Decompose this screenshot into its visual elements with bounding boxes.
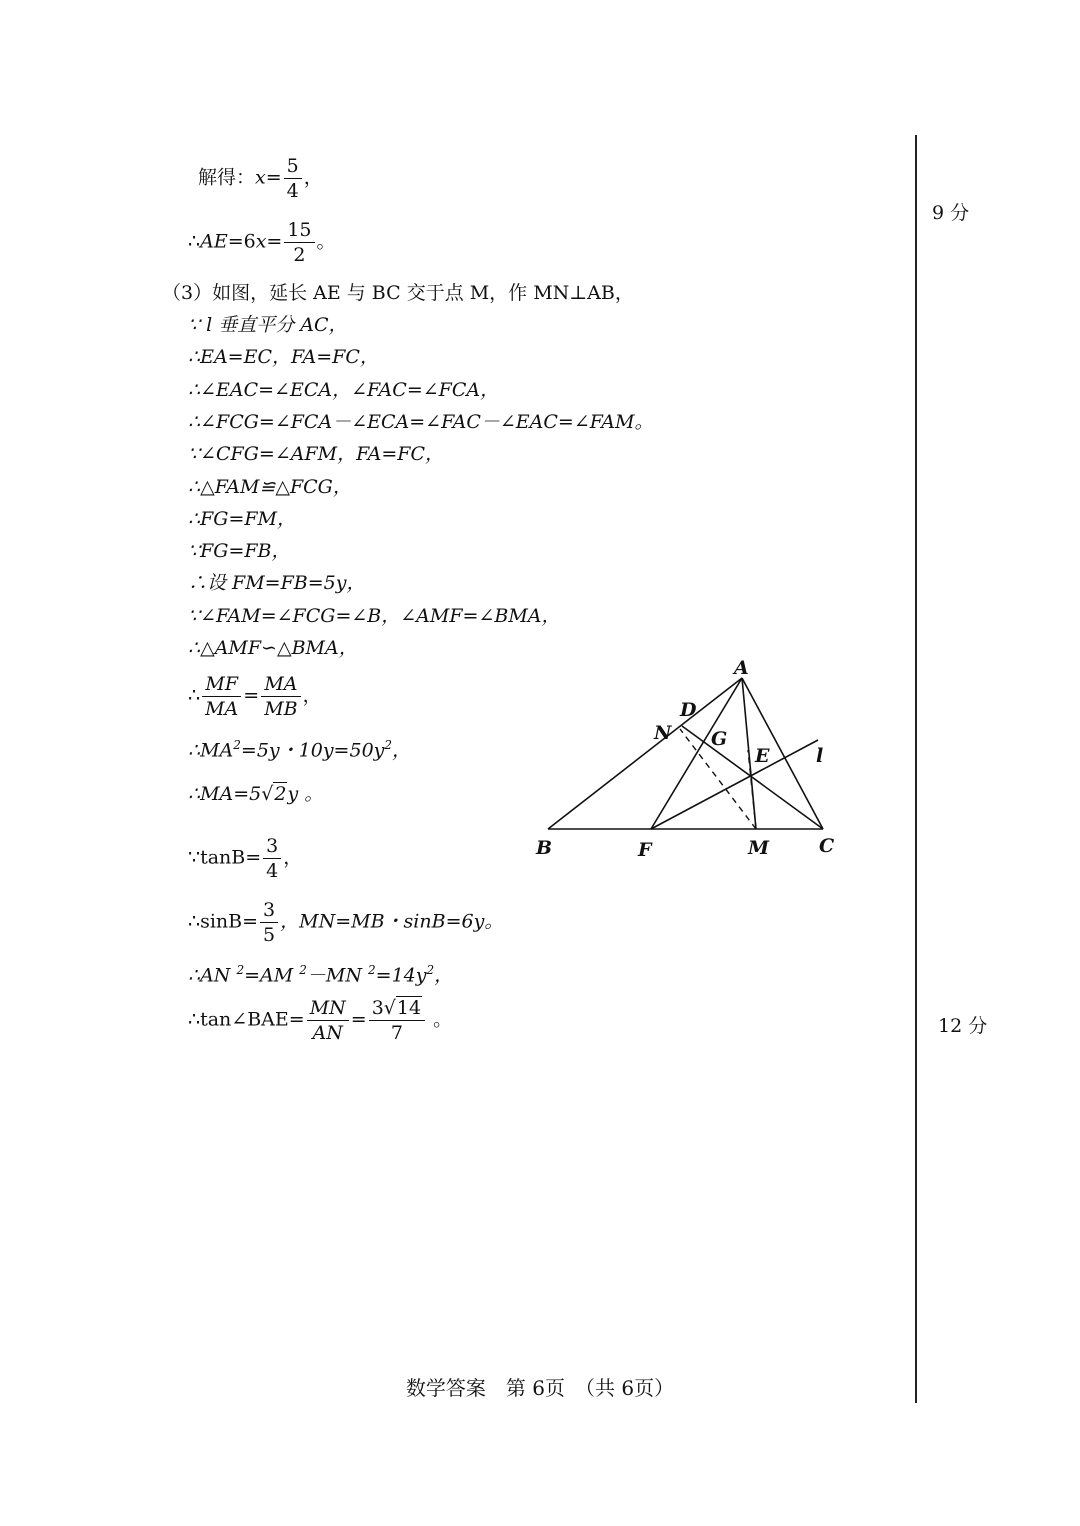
fraction-mn-an: $\frac{MN}{AN}$	[307, 996, 349, 1045]
step-13: $\therefore MA^2=5y$・$10y=50y^2$，	[188, 738, 412, 762]
fraction-ma-mb: $\frac{MA}{MB}$	[261, 672, 300, 721]
label-D: D	[680, 699, 697, 721]
segment-AB	[548, 678, 742, 829]
step-9: ∴设 FM=FB=5y，	[188, 572, 366, 594]
step-8: ∵FG=FB，	[188, 540, 291, 562]
sqrt-symbol: √	[261, 783, 274, 805]
step-11: ∴△AMF∽△BMA，	[188, 637, 358, 659]
label-C: C	[819, 835, 835, 857]
part3-heading: （3）如图，延长 AE 与 BC 交于点 M，作 MN⊥AB，	[162, 282, 634, 304]
step-1: ∵ l 垂直平分 AC，	[188, 314, 348, 336]
step-5: ∵∠CFG=∠AFM，FA=FC，	[188, 443, 444, 465]
line-l	[651, 740, 818, 829]
fraction-15-2: $\frac{15}{2}$	[284, 218, 314, 267]
step-18-final: ∴tan∠BAE= $\frac{MN}{AN}$ = $\frac{3√14}{7}$ 。	[188, 997, 453, 1044]
fraction-3-4: $\frac{3}{4}$	[263, 834, 281, 883]
label-N: N	[654, 722, 672, 744]
solve-x-line: 解得：x= $\frac{5}{4}$ ，	[198, 155, 323, 202]
label-B: B	[536, 837, 553, 859]
step-10: ∵∠FAM=∠FCG=∠B，∠AMF=∠BMA，	[188, 605, 561, 627]
fraction-3-5: $\frac{3}{5}$	[260, 898, 278, 947]
label-G: G	[711, 728, 728, 750]
step-7: ∴FG=FM，	[188, 508, 297, 530]
step-17: ∴AN $^2$=AM $^2$－MN $^2=14y^2$，	[188, 963, 454, 987]
step-6: ∴△FAM≌△FCG，	[188, 476, 352, 498]
score-9: 9 分	[932, 202, 970, 224]
step-3: ∴∠EAC=∠ECA，∠FAC=∠FCA，	[188, 379, 500, 401]
ae-result-line: ∴AE=6x= $\frac{15}{2}$ 。	[188, 219, 336, 266]
solve-prefix: 解得：	[198, 166, 256, 189]
equals: =	[265, 166, 282, 189]
score-12: 12 分	[938, 1015, 988, 1037]
step-4: ∴∠FCG=∠FCA－∠ECA=∠FAC－∠EAC=∠FAM。	[188, 411, 654, 433]
segment-DC	[682, 726, 823, 829]
fraction-3sqrt14-7: $\frac{3√14}{7}$	[369, 996, 425, 1045]
label-E: E	[755, 745, 770, 767]
step-12-proportion: ∴ $\frac{MF}{MA}$ = $\frac{MA}{MB}$ ，	[188, 673, 322, 720]
label-F: F	[638, 839, 652, 861]
fraction-5-4: $\frac{5}{4}$	[284, 154, 302, 203]
page-footer: 数学答案 第 6页 （共 6页）	[405, 1376, 675, 1400]
step-16-sinB: ∴sinB= $\frac{3}{5}$ ，MN=MB・sinB=6y。	[188, 899, 504, 946]
label-M: M	[748, 837, 770, 859]
step-2: ∴EA=EC，FA=FC，	[188, 346, 379, 368]
margin-rule	[915, 135, 917, 1403]
label-l: l	[816, 745, 824, 767]
fraction-mf-ma: $\frac{MF}{MA}$	[202, 672, 241, 721]
step-14: ∴MA=5√2y 。	[188, 783, 324, 805]
var-x: x	[255, 166, 266, 189]
label-A: A	[734, 657, 749, 679]
step-15-tanB: ∵tanB= $\frac{3}{4}$ ，	[188, 835, 303, 882]
geometry-figure	[530, 650, 850, 870]
segment-AF	[651, 678, 742, 829]
